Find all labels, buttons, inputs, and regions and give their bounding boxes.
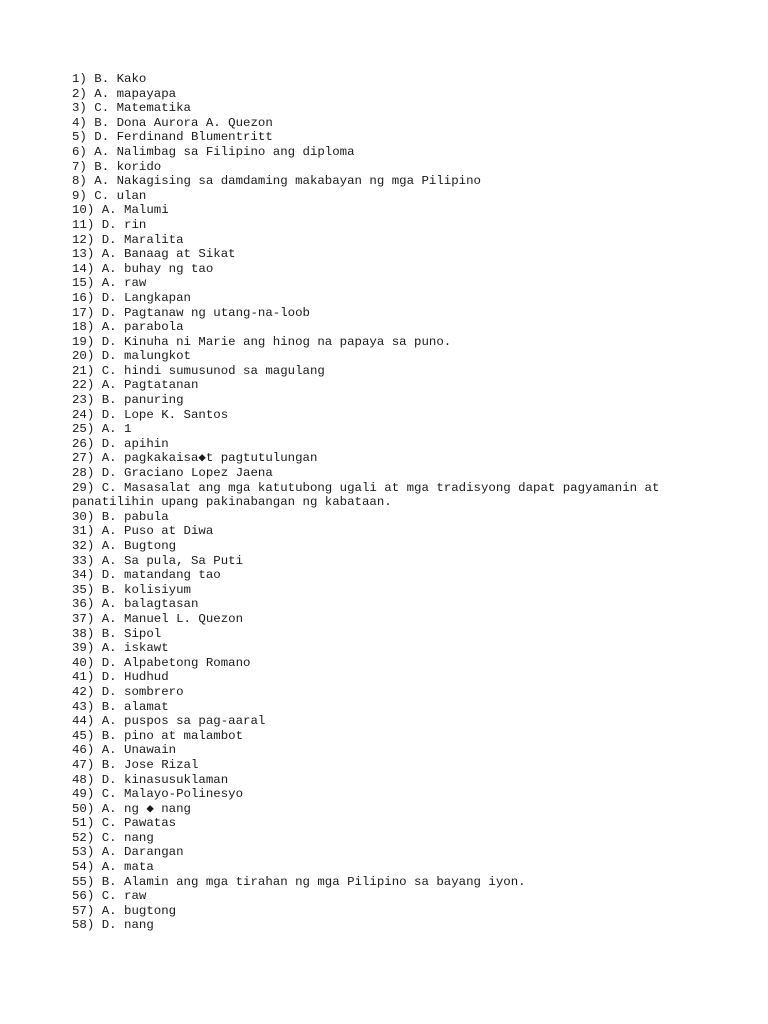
answer-line-24: 24) D. Lope K. Santos xyxy=(72,407,229,422)
answer-line-34: 34) D. matandang tao xyxy=(72,568,221,583)
answer-line-42: 42) D. sombrero xyxy=(72,684,184,699)
answer-line-15: 15) A. raw xyxy=(72,276,147,291)
answer-line-27: 27) A. pagkakaisa◆t pagtutulungan xyxy=(72,451,318,466)
answer-line-18: 18) A. parabola xyxy=(72,320,184,335)
answer-line-57: 57) A. bugtong xyxy=(72,903,177,918)
answer-line-8: 8) A. Nakagising sa damdaming makabayan ng mga Pilipino xyxy=(72,174,481,189)
answer-line-45: 45) B. pino at malambot xyxy=(72,728,244,743)
answer-line-48: 48) D. kinasusuklaman xyxy=(72,772,229,787)
answer-line-16: 16) D. Langkapan xyxy=(72,290,191,305)
answer-line-41: 41) D. Hudhud xyxy=(72,670,169,685)
answer-line-9: 9) C. ulan xyxy=(72,188,147,203)
answer-line-29: 29) C. Masasalat ang mga katutubong ugali at mga tradisyong dapat pagyamanin at panatilihin upang pakinabangan ng kabataan. xyxy=(72,480,667,510)
answer-line-33: 33) A. Sa pula, Sa Puti xyxy=(72,553,244,568)
answer-line-12: 12) D. Maralita xyxy=(72,232,184,247)
answer-line-31: 31) A. Puso at Diwa xyxy=(72,524,214,539)
answer-line-38: 38) B. Sipol xyxy=(72,626,162,641)
answer-line-11: 11) D. rin xyxy=(72,217,147,232)
answer-line-14: 14) A. buhay ng tao xyxy=(72,261,214,276)
answer-line-51: 51) C. Pawatas xyxy=(72,816,177,831)
answer-line-13: 13) A. Banaag at Sikat xyxy=(72,247,236,262)
answer-line-30: 30) B. pabula xyxy=(72,509,169,524)
answer-line-46: 46) A. Unawain xyxy=(72,743,177,758)
answer-line-36: 36) A. balagtasan xyxy=(72,597,199,612)
answer-line-54: 54) A. mata xyxy=(72,860,154,875)
answer-line-32: 32) A. Bugtong xyxy=(72,539,177,553)
answer-line-53: 53) A. Darangan xyxy=(72,845,184,860)
answer-line-40: 40) D. Alpabetong Romano xyxy=(72,655,251,670)
answer-line-44: 44) A. puspos sa pag-aaral xyxy=(72,714,266,729)
answer-line-21: 21) C. hindi sumusunod sa magulang xyxy=(72,363,325,378)
answer-line-56: 56) C. raw xyxy=(72,889,147,904)
answer-line-52: 52) C. nang xyxy=(72,830,154,845)
answer-key-page xyxy=(72,72,702,933)
answer-line-43: 43) B. alamat xyxy=(72,699,169,714)
answer-line-50: 50) A. ng ◆ nang xyxy=(72,801,191,816)
answer-line-2: 2) A. mapayapa xyxy=(72,86,177,101)
answer-line-20: 20) D. malungkot xyxy=(72,349,191,364)
answer-line-49: 49) C. Malayo-Polinesyo xyxy=(72,787,244,802)
answer-line-17: 17) D. Pagtanaw ng utang-na-loob xyxy=(72,305,310,320)
answer-line-25: 25) A. 1 xyxy=(72,422,132,437)
answer-line-3: 3) C. Matematika xyxy=(72,101,191,116)
answer-line-58: 58) D. nang xyxy=(72,918,154,933)
answer-line-22: 22) A. Pagtatanan xyxy=(72,378,199,393)
answer-line-23: 23) B. panuring xyxy=(72,393,184,408)
answer-line-5: 5) D. Ferdinand Blumentritt xyxy=(72,130,273,145)
answer-line-55: 55) B. Alamin ang mga tirahan ng mga Pilipino sa bayang iyon. xyxy=(72,874,526,889)
answer-line-37: 37) A. Manuel L. Quezon xyxy=(72,611,244,626)
answer-line-35: 35) B. kolisiyum xyxy=(72,582,191,597)
answer-line-7: 7) B. korido xyxy=(72,159,162,174)
answer-line-47: 47) B. Jose Rizal xyxy=(72,757,199,772)
answer-line-28: 28) D. Graciano Lopez Jaena xyxy=(72,466,273,481)
answer-line-39: 39) A. iskawt xyxy=(72,641,169,656)
answer-line-10: 10) A. Malumi xyxy=(72,203,169,218)
answer-line-1: 1) B. Kako xyxy=(72,72,147,86)
answer-line-19: 19) D. Kinuha ni Marie ang hinog na papaya sa puno. xyxy=(72,334,452,349)
answer-line-4: 4) B. Dona Aurora A. Quezon xyxy=(72,115,273,130)
answer-line-6: 6) A. Nalimbag sa Filipino ang diploma xyxy=(72,144,355,159)
answer-line-26: 26) D. apihin xyxy=(72,436,169,451)
